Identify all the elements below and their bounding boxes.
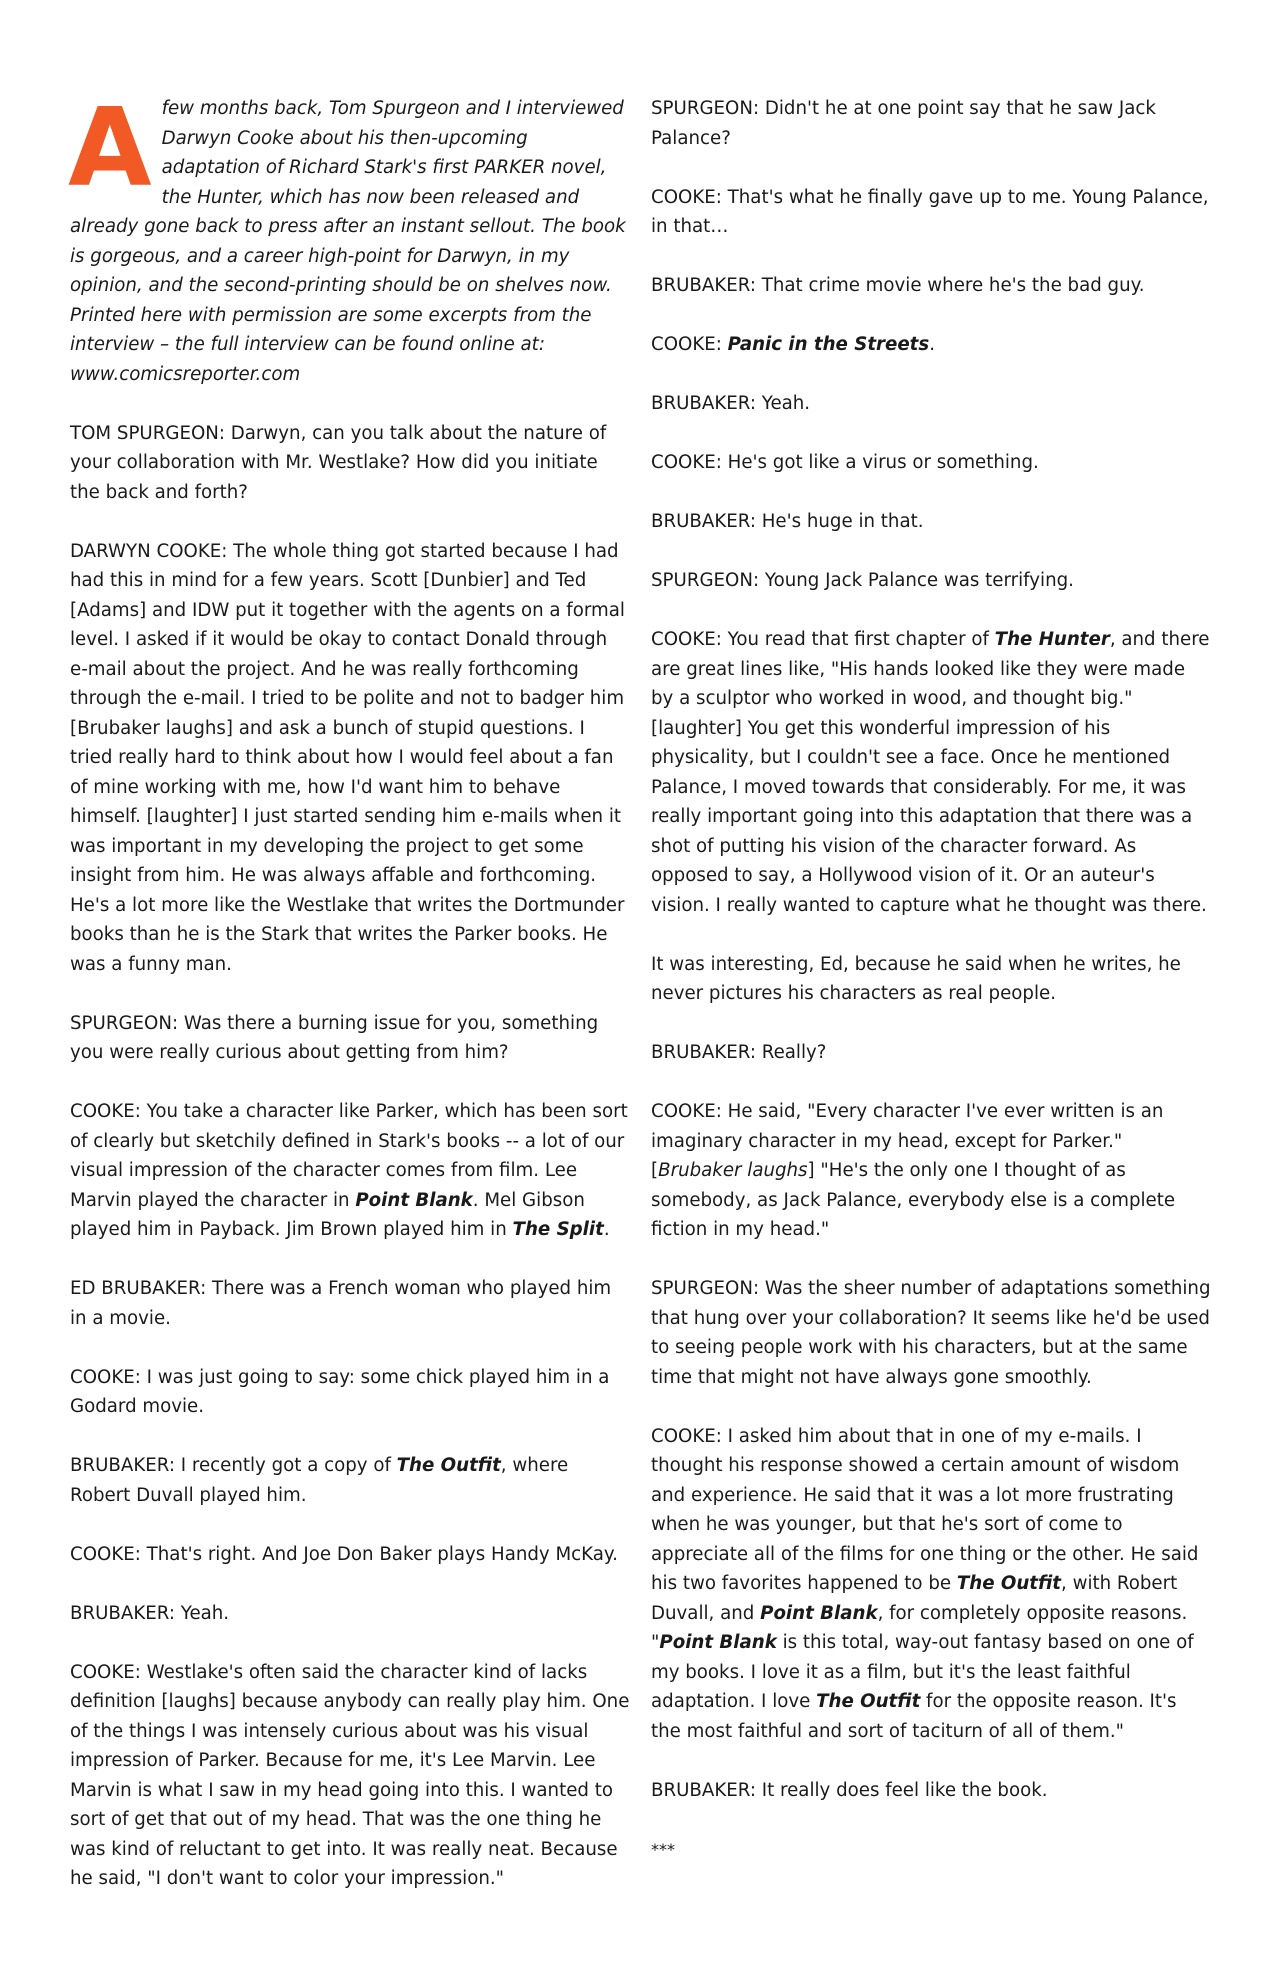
book-title: The Hunter [994, 629, 1110, 650]
film-title: The Outfit [816, 1691, 921, 1712]
paragraph-text: COOKE: He said, "Every character I've ever written is an imaginary character in my head, except for Parker." [ [651, 1101, 1164, 1181]
interview-paragraph: SPURGEON: Didn't he at one point say that he saw Jack Palance? [651, 98, 1156, 149]
interview-paragraph: BRUBAKER: He's huge in that. [651, 511, 924, 532]
film-title: Point Blank [659, 1632, 777, 1653]
paragraph-text: , and there are great lines like, "His hands looked like they were made by a sculptor who worked in wood, and thought big." [laughter] You get this wonderful impression of his physicality, but I couldn't see a face. Once he mentioned Palance, I moved towards that considerably. For me, it was really important going into this adaptation that there was a shot of putting his vision of the character forward. As opposed to say, a Hollywood vision of it. Or an auteur's vision. I really wanted to capture what he thought was there. [651, 629, 1210, 916]
interview-paragraph: ED BRUBAKER: There was a French woman who played him in a movie. [70, 1278, 612, 1329]
interview-paragraph: It was interesting, Ed, because he said when he writes, he never pictures his characters as real people. [651, 953, 1181, 1004]
interview-paragraph: COOKE: That's what he finally gave up to me. Young Palance, in that… [651, 186, 1209, 237]
interview-paragraph [651, 1422, 1211, 1747]
paragraph-text: , for completely opposite reasons. " [651, 1602, 1188, 1653]
intro-paragraph [68, 86, 630, 389]
film-title: Point Blank [355, 1189, 473, 1211]
interview-paragraph [70, 1451, 630, 1510]
interview-paragraph [651, 625, 1211, 920]
film-title: Panic in the Streets [727, 334, 930, 355]
paragraph-text: COOKE: You read that first chapter of [651, 629, 995, 650]
section-end-marker: *** [651, 1839, 675, 1859]
film-title: The Split [512, 1219, 604, 1240]
interview-paragraph: SPURGEON: Young Jack Palance was terrifying. [651, 570, 1074, 591]
interview-paragraph: COOKE: He's got like a virus or something. [651, 452, 1039, 473]
interview-paragraph: COOKE: That's right. And Joe Don Baker plays Handy McKay. [70, 1543, 618, 1565]
film-title: Point Blank [760, 1602, 878, 1624]
interview-paragraph: BRUBAKER: It really does feel like the book. [651, 1779, 1048, 1801]
paragraph-text: BRUBAKER: I recently got a copy of [70, 1455, 397, 1476]
paragraph-text: . [603, 1219, 610, 1240]
interview-paragraph: BRUBAKER: Really? [651, 1042, 827, 1063]
paragraph-text: COOKE: [651, 334, 728, 355]
interview-paragraph [70, 1097, 630, 1245]
interview-paragraph: COOKE: Westlake's often said the character kind of lacks definition [laughs] because anybody can really play him. One of the things I was intensely curious about was his visual impression of Parker. Because for me, it's Lee Marvin. Lee Marvin is what I saw in my head going into this. I wanted to sort of get that out of my head. That was the one thing he was kind of reluctant to get into. It was really neat. Because he said, "I don't want to color your impression." [70, 1661, 630, 1889]
left-column [68, 86, 630, 1923]
paragraph-text: , with Robert Duvall, and [651, 1573, 1178, 1624]
stage-direction: Brubaker laughs [658, 1160, 808, 1181]
interview-paragraph [651, 330, 1211, 360]
film-title: The Outfit [956, 1573, 1061, 1594]
paragraph-text: ] "He's the only one I thought of as somebody, as Jack Palance, everybody else is a complete fiction in my head." [651, 1160, 1176, 1240]
film-title: The Outfit [396, 1455, 501, 1476]
right-column [651, 94, 1211, 1864]
paragraph-text: COOKE: You take a character like Parker, which has been sort of clearly but sketchily defined in Stark's books -- a lot of our visual impression of the character comes from film. Lee Marvin played the character in [70, 1101, 628, 1211]
interview-paragraph: SPURGEON: Was the sheer number of adaptations something that hung over your collaboration? It seems like he'd be used to seeing people work with his characters, but at the same time that might not have always gone smoothly. [651, 1278, 1211, 1388]
paragraph-text: . Mel Gibson played him in Payback. Jim Brown played him in [70, 1189, 585, 1240]
paragraph-text: is this total, way-out fantasy based on one of my books. I love it as a film, but it's the least faithful adaptation. I love [651, 1632, 1194, 1712]
interview-paragraph [651, 1097, 1211, 1245]
interview-paragraph: BRUBAKER: Yeah. [70, 1602, 230, 1624]
interview-paragraph: DARWYN COOKE: The whole thing got started because I had had this in mind for a few years. Scott [Dunbier] and Ted [Adams] and IDW put it together with the agents on a formal level. I asked if it would be okay to contact Donald through e-mail about the project. And he was really forthcoming through the e-mail. I tried to be polite and not to badger him [Brubaker laughs] and ask a bunch of stupid questions. I tried really hard to think about how I would feel about a fan of mine working with me, how I'd want him to behave himself. [laughter] I just started sending him e-mails when it was important in my developing the project to get some insight from him. He was always affable and forthcoming. He's a lot more like the Westlake that writes the Dortmunder books than he is the Stark that writes the Parker books. He was a funny man. [70, 540, 625, 975]
paragraph-text: for the opposite reason. It's the most faithful and sort of taciturn of all of them." [651, 1691, 1177, 1742]
interview-paragraph: BRUBAKER: That crime movie where he's the bad guy. [651, 275, 1145, 296]
intro-text: few months back, Tom Spurgeon and I interviewed Darwyn Cooke about his then-upcoming adaptation of Richard Stark's first PARKER novel, the Hunter, which has now been released and already gone back to press after an instant sellout. The book is gorgeous, and a career high-point for Darwyn, in my opinion, and the second-printing should be on shelves now. Printed here with permission are some excerpts from the interview – the full interview can be found online at: www.comicsreporter.com [70, 98, 626, 385]
paragraph-text: COOKE: I asked him about that in one of my e-mails. I thought his response showed a certain amount of wisdom and experience. He said that it was a lot more frustrating when he was younger, but that he's sort of come to appreciate all of the films for one thing or the other. He said his two favorites happened to be [651, 1425, 1199, 1594]
paragraph-text: . [929, 334, 935, 355]
interview-paragraph: SPURGEON: Was there a burning issue for you, something you were really curious about getting from him? [70, 1012, 599, 1063]
interview-paragraph: COOKE: I was just going to say: some chick played him in a Godard movie. [70, 1366, 610, 1417]
interview-paragraph: BRUBAKER: Yeah. [651, 393, 811, 414]
paragraph-text: , where Robert Duvall played him. [70, 1455, 569, 1506]
interview-paragraph: TOM SPURGEON: Darwyn, can you talk about the nature of your collaboration with Mr. Westlake? How did you initiate the back and forth? [70, 422, 607, 503]
drop-cap: A [68, 86, 148, 211]
